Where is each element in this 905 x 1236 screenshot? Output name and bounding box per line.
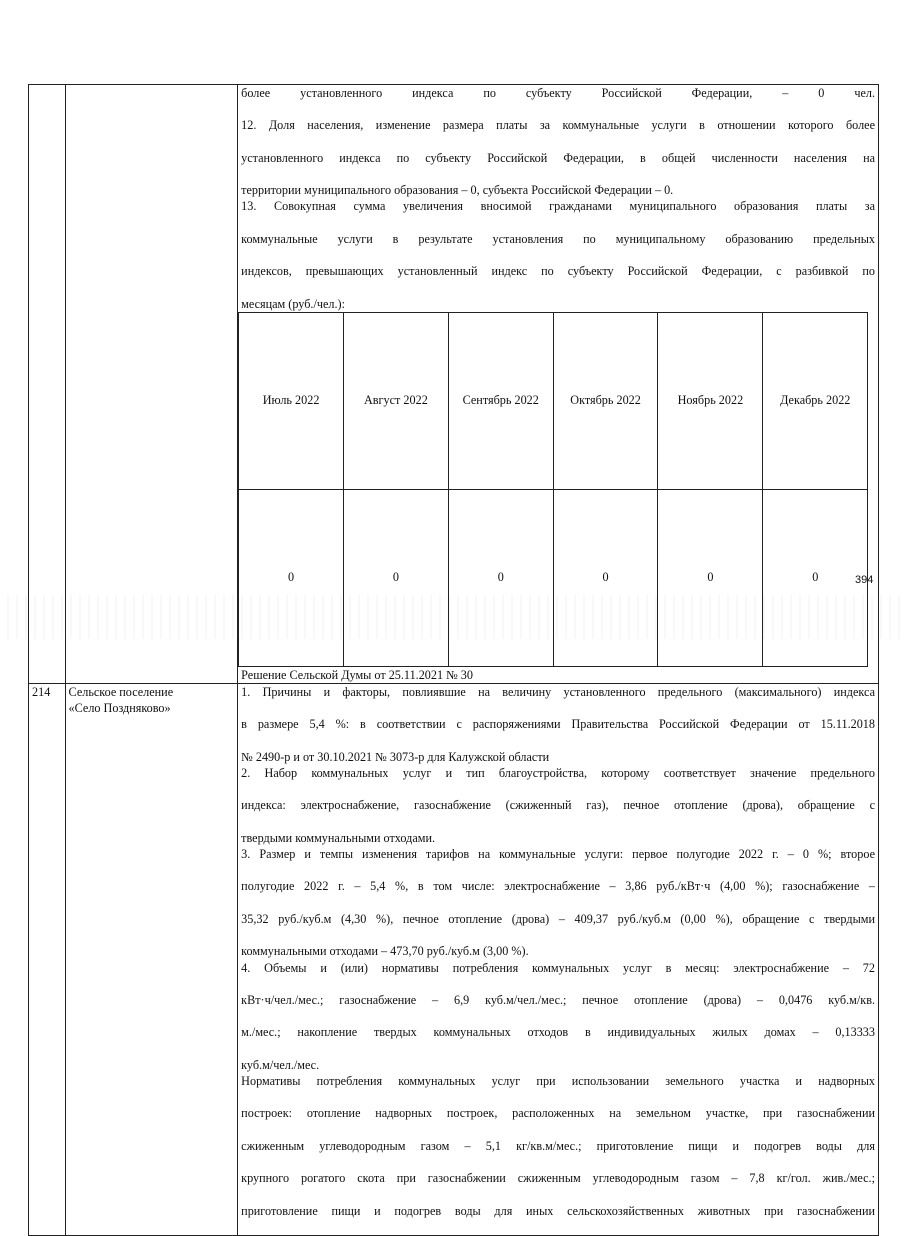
months-header-row [239,312,868,489]
text-line: 13. Совокупная сумма увеличения вносимой гражданами муниципального образования платы за [241,199,875,214]
text-line: построек: отопление надворных построек, расположенных на земельном участке, при газоснабжении [241,1106,875,1121]
month-header: Сентябрь 2022 [448,312,553,489]
page-number: 394 [855,574,874,586]
table-row-214 [29,684,879,1236]
month-value: 0 [553,489,658,666]
text-line: индексов, превышающих установленный индекс по субъекту Российской Федерации, с разбивкой по [241,264,875,279]
text-line: кВт·ч/чел./мес.; газоснабжение – 6,9 куб.м/чел./мес.; печное отопление (дрова) – 0,0476 куб.м/кв. [241,992,875,1007]
text-line: 2. Набор коммунальных услуг и тип благоустройства, которому соответствует значение предельного [241,766,875,781]
text-line: месяцам (руб./чел.): [241,296,345,311]
text-line: полугодие 2022 г. – 5,4 %, в том числе: электроснабжение – 3,86 руб./кВт·ч (4,00 %); газоснабжение – [241,879,875,894]
month-value: 0 [448,489,553,666]
scan-artifact-strip [0,595,905,639]
text-line: приготовление пищи и подогрев воды для иных сельскохозяйственных животных при газоснабжении [241,1203,875,1218]
settlements-table [28,84,879,1236]
text-line: более установленного индекса по субъекту Российской Федерации, – 0 чел. [241,86,875,100]
month-value: 0 [763,489,868,666]
text-line: коммунальные услуги в результате установления по муниципальному образованию предельных [241,231,875,246]
text-line: территории муниципального образования – 0, субъекта Российской Федерации – 0. [241,183,674,198]
settlement-name-line: «Село Поздняково» [68,701,171,716]
text-line: куб.м/чел./мес. [241,1057,320,1072]
settlement-name-line: Сельское поселение [68,685,174,700]
month-value: 0 [658,489,763,666]
settlement-name-cell [65,684,238,1236]
text-line: в размере 5,4 %: в соответствии с распоряжениями Правительства Российской Федерации от 15.11.2018 [241,717,875,732]
month-header: Август 2022 [344,312,449,489]
month-header: Июль 2022 [239,312,344,489]
info-cell-214 [238,684,879,1236]
text-line: 3. Размер и темпы изменения тарифов на коммунальные услуги: первое полугодие 2022 г. – 0 %; второе [241,847,875,862]
text-line: коммунальными отходами – 473,70 руб./куб.м (3,00 %). [241,944,529,959]
month-value: 0 [344,489,449,666]
text-line: 35,32 руб./куб.м (4,30 %), печное отопление (дрова) – 409,37 руб./куб.м (0,00 %), обращение с твердыми [241,911,875,926]
row-number: 214 [29,684,66,1236]
month-header: Октябрь 2022 [553,312,658,489]
text-line: 1. Причины и факторы, повлиявшие на величину установленного предельного (максимального) индекса [241,685,875,700]
text-line: м./мес.; накопление твердых коммунальных отходов в индивидуальных жилых домах – 0,13333 [241,1025,875,1040]
text-line: Нормативы потребления коммунальных услуг при использовании земельного участка и надворных [241,1073,875,1088]
month-value: 0 [239,489,344,666]
decision-reference: Решение Сельской Думы от 25.11.2021 № 30 [241,667,473,682]
month-header: Ноябрь 2022 [658,312,763,489]
text-line: 4. Объемы и (или) нормативы потребления коммунальных услуг в месяц: электроснабжение – 72 [241,960,875,975]
text-line: № 2490-р и от 30.10.2021 № 3073-р для Калужской области [241,749,550,764]
text-line: твердыми коммунальными отходами. [241,830,436,845]
info-cell-previous [238,85,879,684]
month-header: Декабрь 2022 [763,312,868,489]
table-row-previous [29,85,879,684]
months-value-row [239,489,868,666]
text-line: крупного рогатого скота при газоснабжении сжиженным углеводородным газом – 7,8 кг/гол. жив./мес.; [241,1171,875,1186]
row-number-cell-empty [29,85,66,684]
settlement-cell-empty [65,85,238,684]
text-line: индекса: электроснабжение, газоснабжение (сжиженный газ), печное отопление (дрова), обращение с [241,798,875,813]
text-line: установленного индекса по субъекту Российской Федерации, в общей численности населения на [241,150,875,165]
text-line: сжиженным углеводородным газом – 5,1 кг/кв.м/мес.; приготовление пищи и подогрев воды для [241,1138,875,1153]
text-line: 12. Доля населения, изменение размера платы за коммунальные услуги в отношении которого более [241,118,875,133]
